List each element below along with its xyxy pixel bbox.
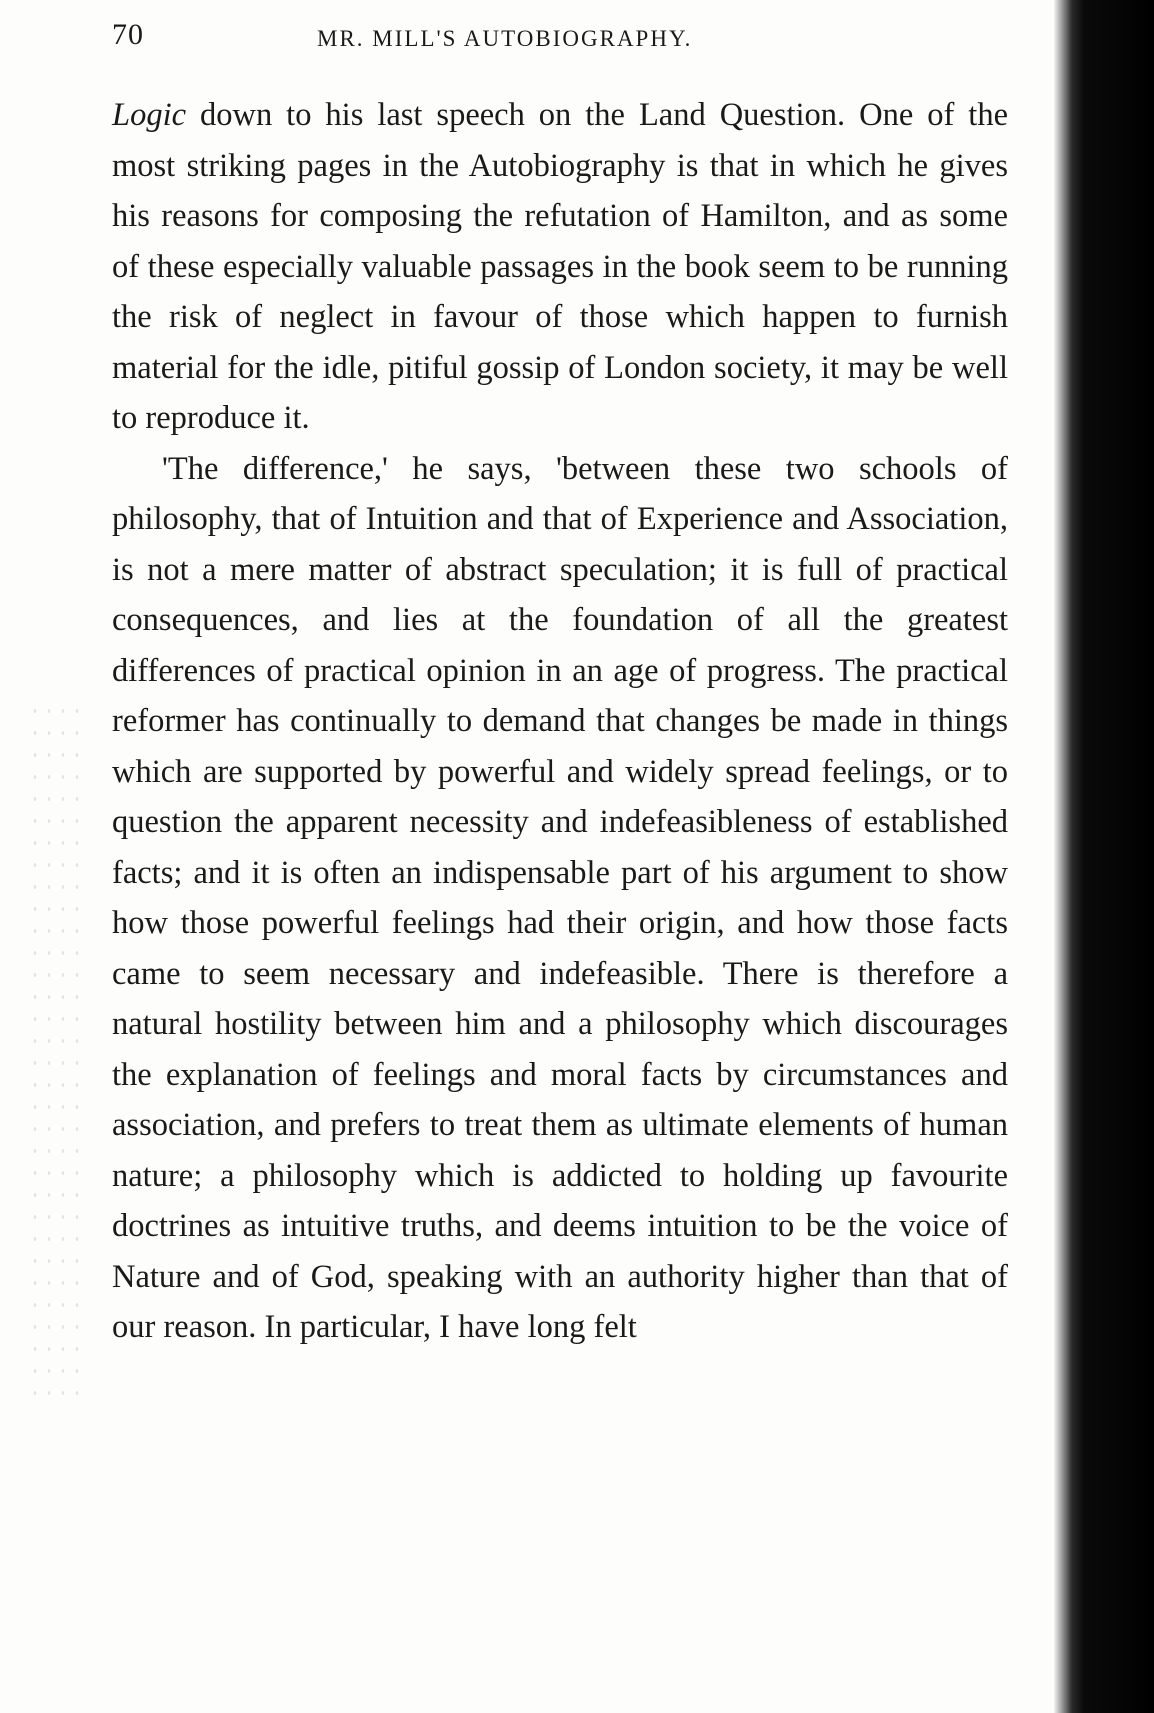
- binding-edge-shadow: [1054, 0, 1154, 1713]
- scan-speckle: [28, 700, 88, 1400]
- paragraph-1: [112, 90, 1008, 444]
- italic-lead-word: Logic: [112, 97, 187, 133]
- paragraph-2: 'The difference,' he says, 'between these two schools of philosophy, that of Intuition and that of Experience and Association, is not a mere matter of abstract speculation; it is full of practical consequences, and lies at the foundation of all the greatest differences of practical opinion in an age of progress. The practical reformer has continually to demand that changes be made in things which are supported by powerful and widely spread feelings, or to question the apparent necessity and indefeasibleness of established facts; and it is often an indispensable part of his argument to show how those powerful feelings had their origin, and how those facts came to seem necessary and indefeasible. There is therefore a natural hostility between him and a philosophy which discourages the explanation of feelings and moral facts by circumstances and association, and prefers to treat them as ultimate elements of human nature; a philosophy which is addicted to holding up favourite doctrines as intuitive truths, and deems intuition to be the voice of Nature and of God, speaking with an authority higher than that of our reason. In particular, I have long felt: [112, 450, 1008, 1345]
- paragraph-1-text: down to his last speech on the Land Question. One of the most striking pages in the Autobiography is that in which he gives his reasons for composing the refutation of Hamilton, and as some of these especially valuable passages in the book seem to be running the risk of neglect in favour of those which happen to furnish material for the idle, pitiful gossip of London society, it may be well to reproduce it.: [112, 97, 1008, 436]
- page-header: [112, 18, 1008, 68]
- body-text: [112, 90, 1008, 1353]
- page-number: 70: [112, 18, 144, 51]
- running-head: MR. MILL'S AUTOBIOGRAPHY.: [317, 26, 693, 51]
